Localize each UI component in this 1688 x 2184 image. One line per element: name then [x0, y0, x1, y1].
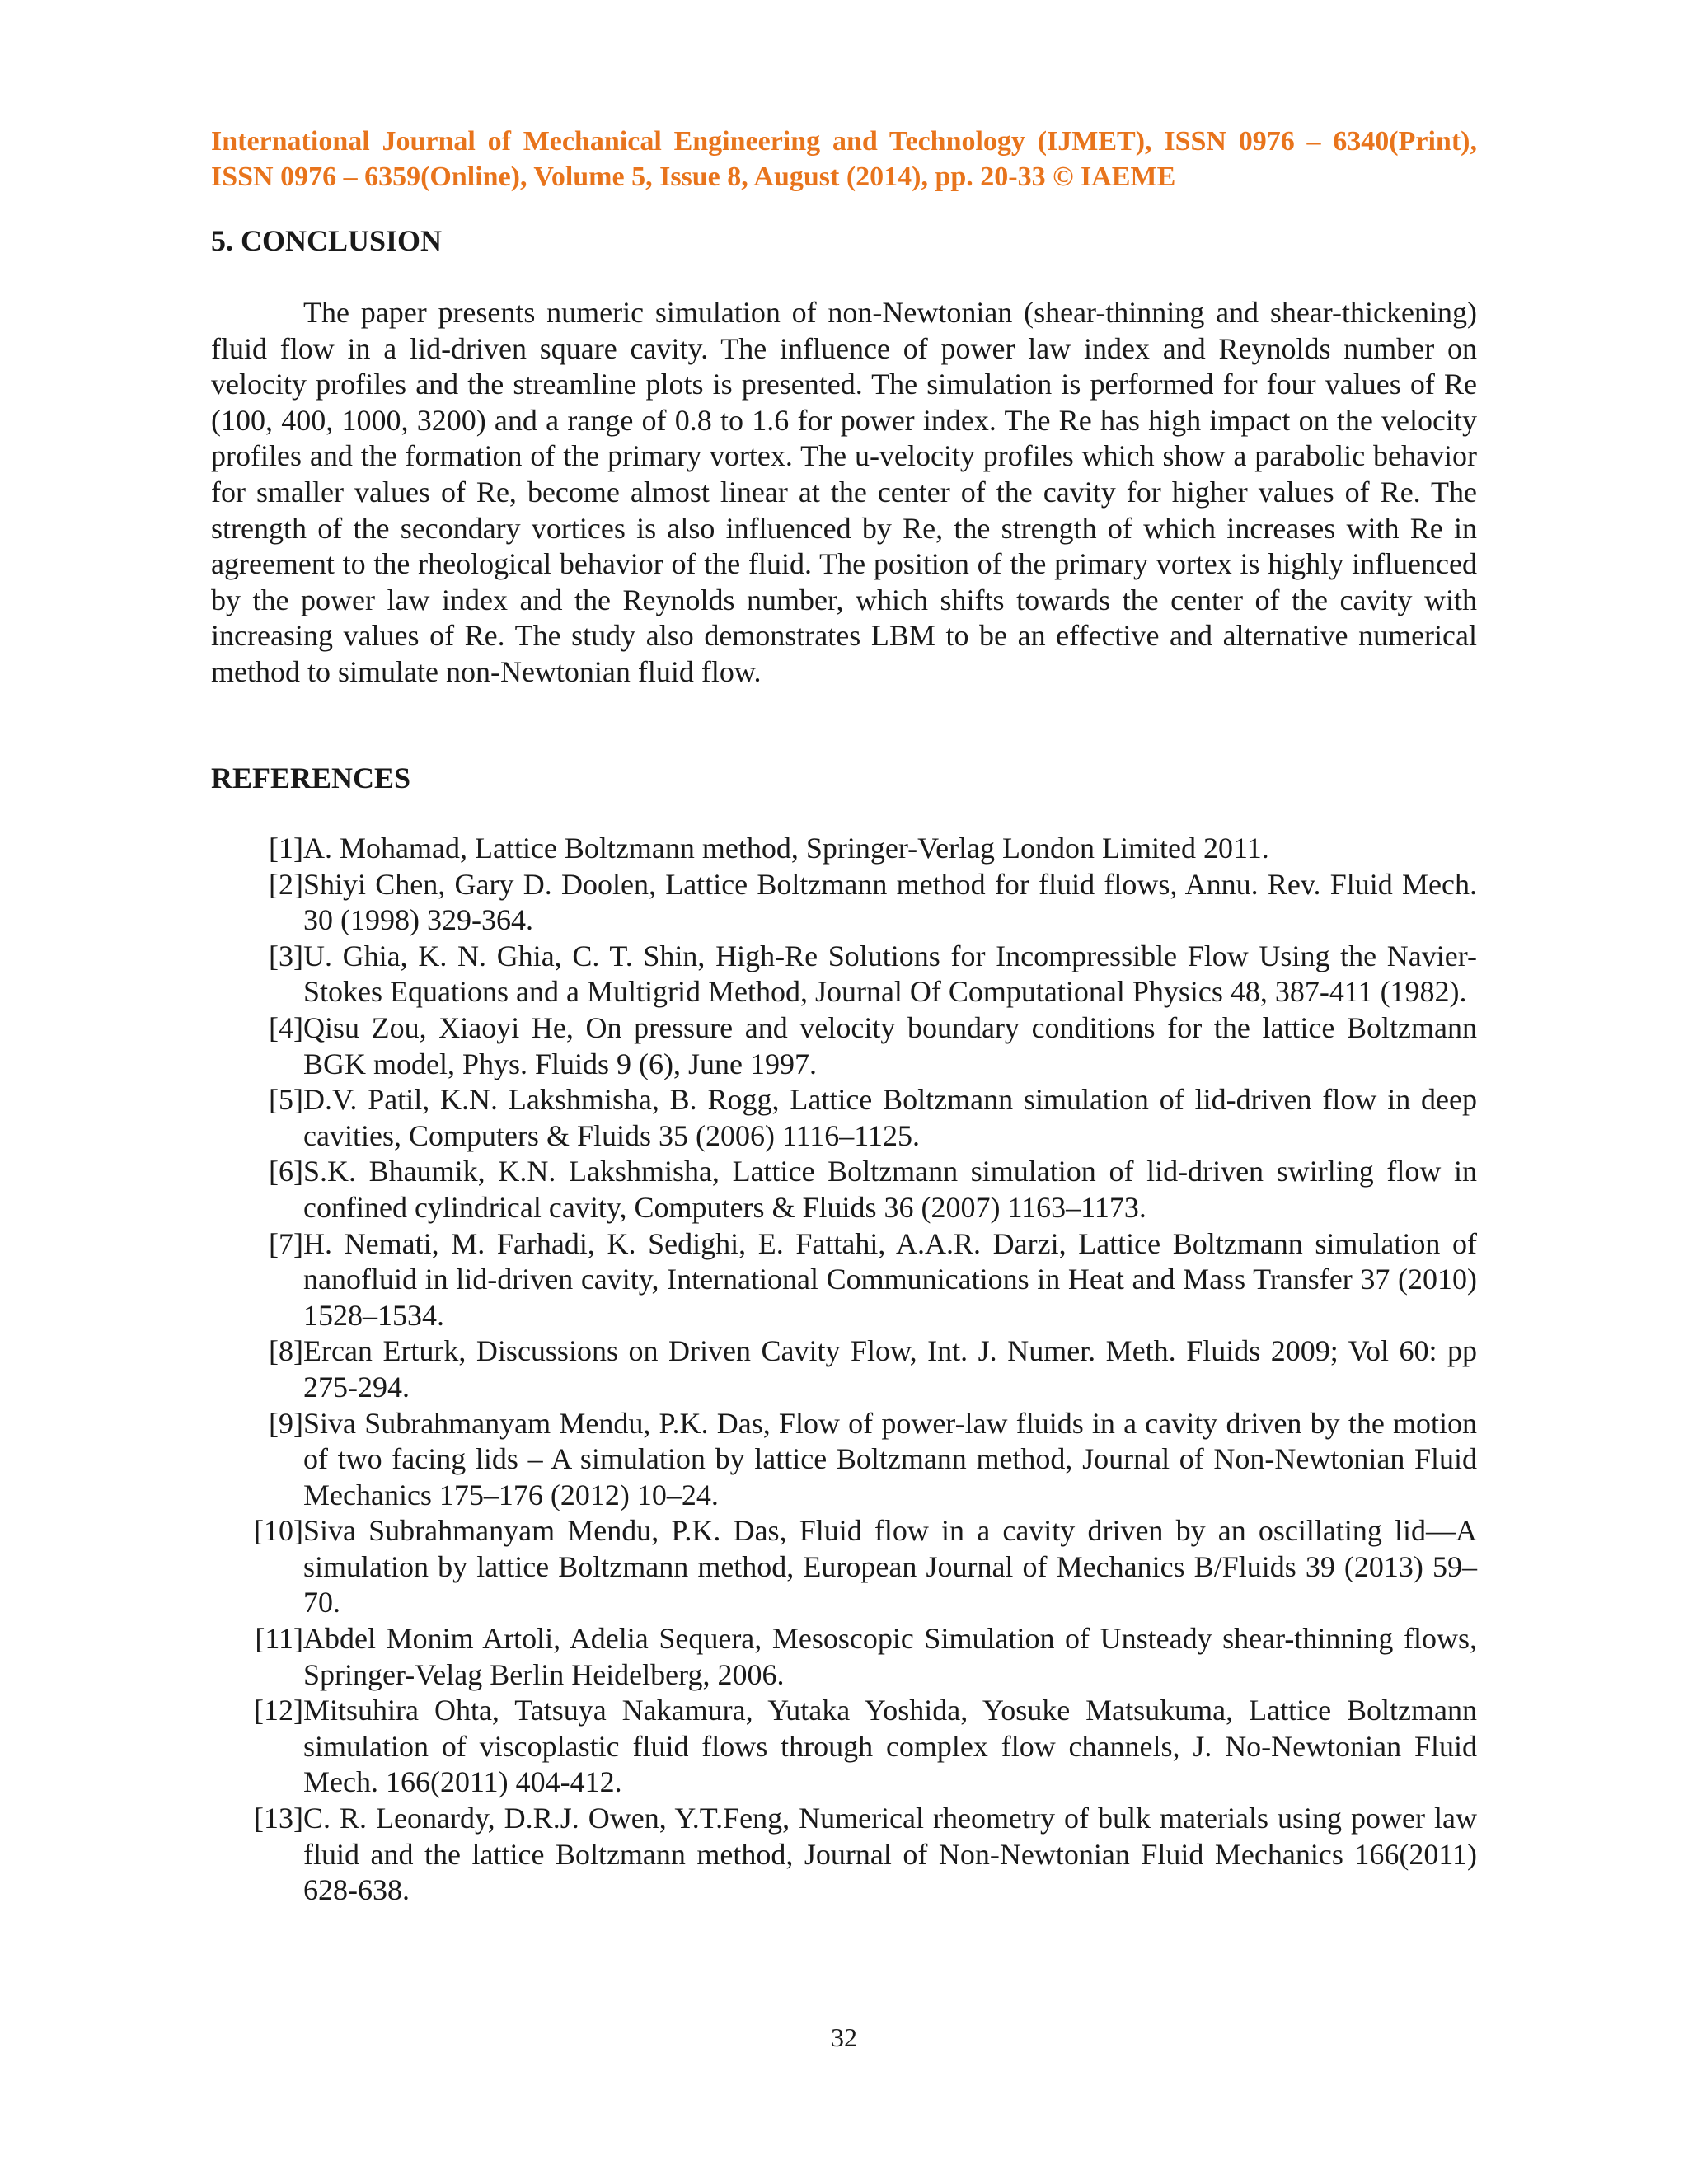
reference-item — [211, 1406, 1477, 1514]
reference-item — [211, 1226, 1477, 1334]
reference-text: A. Mohamad, Lattice Boltzmann method, Springer-Verlag London Limited 2011. — [303, 832, 1269, 865]
reference-list — [211, 831, 1477, 1909]
reference-number: [4] — [269, 1010, 303, 1044]
reference-number: [7] — [269, 1226, 303, 1260]
reference-text: S.K. Bhaumik, K.N. Lakshmisha, Lattice Boltzmann simulation of lid-driven swirling flow in confined cylindrical cavity, Computers & Fluids 36 (2007) 1163–1173. — [303, 1155, 1477, 1224]
reference-number: [2] — [269, 867, 303, 901]
reference-text: Mitsuhira Ohta, Tatsuya Nakamura, Yutaka Yoshida, Yosuke Matsukuma, Lattice Boltzmann simulation of viscoplastic fluid flows through complex flow channels, J. No-Newtonian Fluid Mech. 166(2011) 404-412. — [303, 1694, 1477, 1799]
reference-item — [211, 831, 1477, 867]
reference-item — [211, 1333, 1477, 1405]
reference-item — [211, 1082, 1477, 1154]
journal-header-line-1: International Journal of Mechanical Engineering and Technology (IJMET), ISSN 0976 – 6340(Print), — [211, 126, 1477, 157]
reference-item — [211, 1621, 1477, 1693]
reference-number: [12] — [254, 1694, 303, 1727]
reference-item — [211, 1154, 1477, 1226]
reference-number: [5] — [269, 1083, 303, 1117]
reference-number: [6] — [269, 1155, 303, 1188]
reference-number: [13] — [254, 1802, 303, 1835]
reference-item — [211, 867, 1477, 939]
reference-text: H. Nemati, M. Farhadi, K. Sedighi, E. Fattahi, A.A.R. Darzi, Lattice Boltzmann simulation of nanofluid in lid-driven cavity, International Communications in Heat and Mass Transfer 37 (2010) 1528–1534. — [303, 1226, 1477, 1332]
reference-number: [1] — [269, 832, 303, 865]
reference-text: U. Ghia, K. N. Ghia, C. T. Shin, High-Re Solutions for Incompressible Flow Using the Navier-Stokes Equations and a Multigrid Method, Journal Of Computational Physics 48, 387-411 (1982). — [303, 939, 1477, 1009]
references-heading: REFERENCES — [211, 762, 411, 794]
journal-header-line-2: ISSN 0976 – 6359(Online), Volume 5, Issue 8, August (2014), pp. 20-33 © IAEME — [211, 162, 1176, 192]
reference-text: D.V. Patil, K.N. Lakshmisha, B. Rogg, Lattice Boltzmann simulation of lid-driven flow in deep cavities, Computers & Fluids 35 (2006) 1116–1125. — [303, 1083, 1477, 1152]
reference-item — [211, 1010, 1477, 1082]
page-number: 32 — [831, 2022, 857, 2052]
journal-header — [211, 124, 1477, 194]
reference-number: [10] — [254, 1514, 303, 1548]
reference-item — [211, 1513, 1477, 1621]
reference-number: [9] — [269, 1406, 303, 1440]
reference-text: Siva Subrahmanyam Mendu, P.K. Das, Fluid flow in a cavity driven by an oscillating lid—A simulation by lattice Boltzmann method, European Journal of Mechanics B/Fluids 39 (2013) 59–70. — [303, 1514, 1477, 1619]
reference-text: Qisu Zou, Xiaoyi He, On pressure and velocity boundary conditions for the lattice Boltzmann BGK model, Phys. Fluids 9 (6), June 1997. — [303, 1010, 1477, 1080]
reference-text: Shiyi Chen, Gary D. Doolen, Lattice Boltzmann method for fluid flows, Annu. Rev. Fluid Mech. 30 (1998) 329-364. — [303, 867, 1477, 937]
reference-number: [8] — [269, 1334, 303, 1368]
reference-text: Abdel Monim Artoli, Adelia Sequera, Mesoscopic Simulation of Unsteady shear-thinning flows, Springer-Velag Berlin Heidelberg, 2006. — [303, 1622, 1477, 1691]
reference-item — [211, 939, 1477, 1010]
reference-item — [211, 1693, 1477, 1801]
reference-text: C. R. Leonardy, D.R.J. Owen, Y.T.Feng, Numerical rheometry of bulk materials using power law fluid and the lattice Boltzmann method, Journal of Non-Newtonian Fluid Mechanics 166(2011) 628-638. — [303, 1802, 1477, 1907]
reference-item — [211, 1801, 1477, 1909]
reference-number: [3] — [269, 939, 303, 972]
reference-number: [11] — [255, 1622, 303, 1656]
reference-text: Siva Subrahmanyam Mendu, P.K. Das, Flow of power-law fluids in a cavity driven by the motion of two facing lids – A simulation by lattice Boltzmann method, Journal of Non-Newtonian Fluid Mechanics 175–176 (2012) 10–24. — [303, 1406, 1477, 1511]
conclusion-paragraph: The paper presents numeric simulation of non-Newtonian (shear-thinning and shear-thickening) fluid flow in a lid-driven square cavity. The influence of power law index and Reynolds number on velocity profiles and the streamline plots is presented. The simulation is performed for four values of Re (100, 400, 1000, 3200) and a range of 0.8 to 1.6 for power index. The Re has high impact on the velocity profiles and the formation of the primary vortex. The u-velocity profiles which show a parabolic behavior for smaller values of Re, become almost linear at the center of the cavity for higher values of Re. The strength of the secondary vortices is also influenced by Re, the strength of which increases with Re in agreement to the rheological behavior of the fluid. The position of the primary vortex is highly influenced by the power law index and the Reynolds number, which shifts towards the center of the cavity with increasing values of Re. The study also demonstrates LBM to be an effective and alternative numerical method to simulate non-Newtonian fluid flow. — [211, 296, 1477, 688]
conclusion-heading: 5. CONCLUSION — [211, 224, 443, 257]
reference-text: Ercan Erturk, Discussions on Driven Cavity Flow, Int. J. Numer. Meth. Fluids 2009; Vol 60: pp 275-294. — [303, 1334, 1477, 1404]
